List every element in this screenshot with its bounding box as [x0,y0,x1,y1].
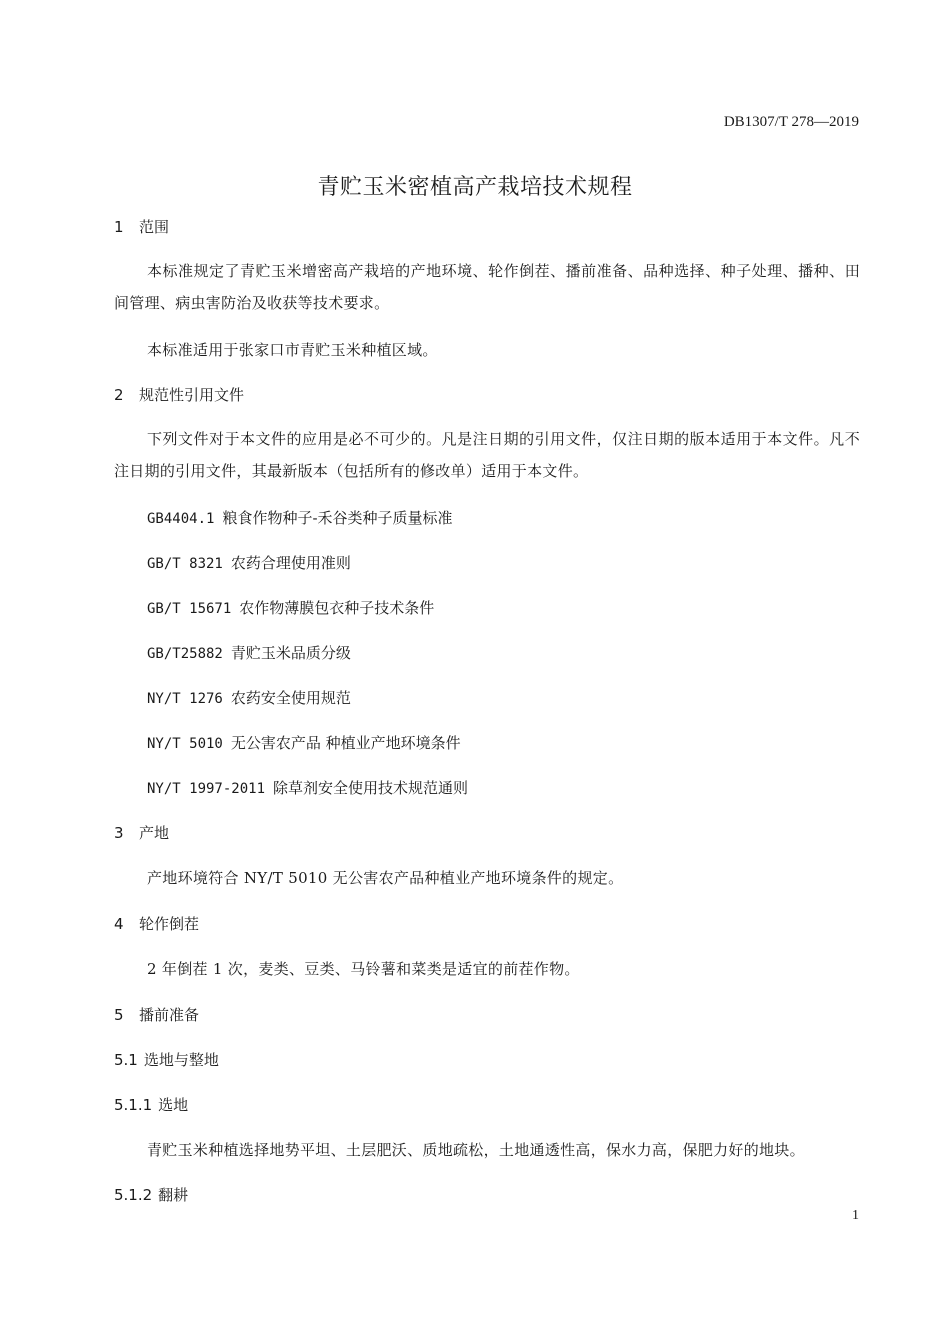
reference-item: GB/T 15671 农作物薄膜包衣种子技术条件 [147,599,435,617]
section-5-1-2-heading [114,1184,188,1205]
section-5-1-1-paragraph-1: 青贮玉米种植选择地势平坦、土层肥沃、质地疏松，土地通透性高，保水力高，保肥力好的地块。 [147,1141,805,1159]
section-4-paragraph-1: 2 年倒茬 1 次，麦类、豆类、马铃薯和菜类是适宜的前茬作物。 [147,960,580,978]
section-5-1-1-heading [114,1094,188,1115]
section-2-paragraph-1: 下列文件对于本文件的应用是必不可少的。凡是注日期的引用文件，仅注日期的版本适用于本文件。凡不注日期的引用文件，其最新版本（包括所有的修改单）适用于本文件。 [114,430,860,480]
section-5-heading [114,1004,199,1025]
section-title: 范围 [139,218,170,236]
section-4-heading [114,913,199,934]
reference-item: NY/T 5010 无公害农产品 种植业产地环境条件 [147,734,461,752]
document-title: 青贮玉米密植高产栽培技术规程 [317,175,633,200]
section-1-paragraph-1: 本标准规定了青贮玉米增密高产栽培的产地环境、轮作倒茬、播前准备、品种选择、种子处理、播种、田间管理、病虫害防治及收获等技术要求。 [114,262,860,312]
section-1-paragraph-2: 本标准适用于张家口市青贮玉米种植区域。 [147,341,438,359]
section-2-heading [114,384,244,405]
reference-item: GB/T25882 青贮玉米品质分级 [147,644,351,662]
section-title: 选地 [158,1096,189,1114]
section-title: 播前准备 [139,1006,200,1024]
section-title: 产地 [139,824,170,842]
section-number: 4 [114,915,124,933]
page-number: 1 [852,1208,859,1223]
section-3-paragraph-1: 产地环境符合 NY/T 5010 无公害农产品种植业产地环境条件的规定。 [147,869,624,887]
section-5-1-heading [114,1049,219,1070]
reference-item: NY/T 1997-2011 除草剂安全使用技术规范通则 [147,779,469,797]
section-number: 5 [114,1006,124,1024]
section-number: 3 [114,824,124,842]
section-3-heading [114,822,169,843]
section-number: 1 [114,218,124,236]
section-number: 5.1.1 [114,1096,153,1114]
section-1-heading [114,216,169,237]
section-number: 5.1 [114,1051,138,1069]
section-title: 翻耕 [158,1186,189,1204]
document-code: DB1307/T 278—2019 [723,114,859,130]
reference-item: GB4404.1 粮食作物种子-禾谷类种子质量标准 [147,509,453,527]
section-title: 选地与整地 [143,1051,219,1069]
section-number: 2 [114,386,124,404]
reference-item: NY/T 1276 农药安全使用规范 [147,689,351,707]
section-title: 规范性引用文件 [139,386,245,404]
section-title: 轮作倒茬 [139,915,200,933]
reference-item: GB/T 8321 农药合理使用准则 [147,554,351,572]
section-number: 5.1.2 [114,1186,153,1204]
